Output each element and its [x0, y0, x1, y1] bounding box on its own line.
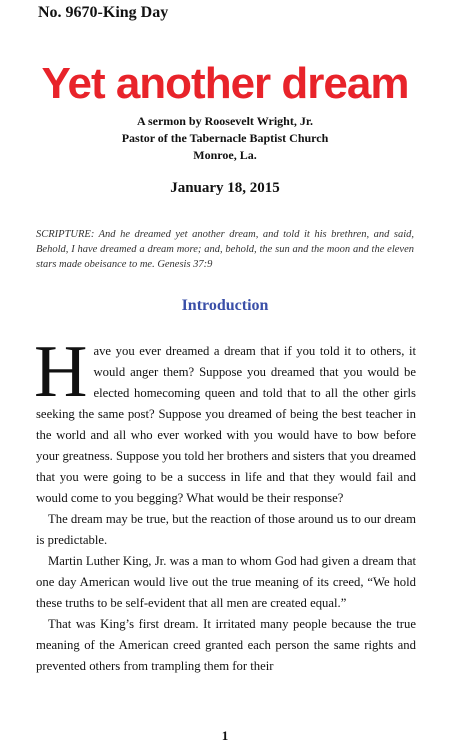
issue-number: No. 9670-King Day	[38, 4, 169, 21]
section-heading: Introduction	[181, 297, 269, 314]
body-text	[34, 331, 416, 677]
paragraph-1	[34, 331, 416, 509]
byline-author: A sermon by Roosevelt Wright, Jr.	[136, 114, 314, 128]
page-number: 1	[221, 728, 229, 743]
byline-church: Pastor of the Tabernacle Baptist Church	[121, 131, 329, 145]
paragraph-2: The dream may be true, but the reaction of those around us to our dream is predictable.	[36, 512, 416, 547]
sermon-title: Yet another dream	[41, 59, 409, 108]
scripture-text: SCRIPTURE: And he dreamed yet another dream, and told it his brethren, and said, Behold, I have dreamed a dream more; and, behold, the sun and the moon and the eleven stars made obeisance to me. Genesis 37:9	[36, 229, 414, 270]
byline-location: Monroe, La.	[193, 148, 257, 162]
byline	[0, 113, 450, 164]
drop-cap: H	[34, 331, 88, 413]
sermon-date: January 18, 2015	[170, 180, 280, 196]
paragraph-4: That was King’s first dream. It irritated many people because the true meaning of the American creed granted each person the same rights and prevented others from trampling them for their	[36, 617, 416, 673]
paragraph-1-text: ave you ever dreamed a dream that if you told it to others, it would anger them? Suppose you dreamed that you would be elected homecoming queen and told that to all the other girls seeking the same post? Suppose you dreamed of being the best teacher in the world and all who ever worked with you would have to bow before your greatness. Suppose you told her brothers and sisters that you dreamed that you were going to be a success in life and that they would fail and would come to you begging? What would be their response?	[36, 344, 416, 505]
paragraph-3: Martin Luther King, Jr. was a man to whom God had given a dream that one day American would live out the true meaning of its creed, “We hold these truths to be self-evident that all men are created equal.”	[36, 554, 416, 610]
